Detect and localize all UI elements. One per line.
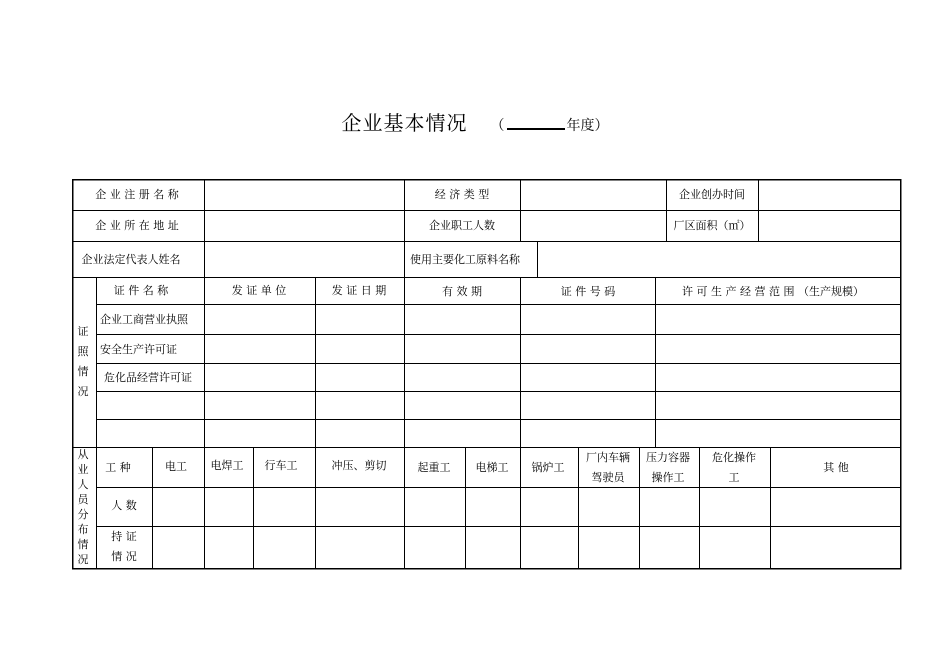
- staff-type-electrician: 电工: [165, 460, 187, 473]
- staff-type-hoisting: 起重工: [417, 461, 451, 474]
- license-header-issuer: 发 证 单 位: [231, 284, 287, 297]
- staff-type-vehicle-driver: 厂内车辆驾驶员: [586, 451, 630, 484]
- staff-type-label: 工 种: [105, 461, 131, 474]
- address-label: 企 业 所 在 地 址: [95, 219, 179, 232]
- plant-area-label: 厂区面积（㎡）: [673, 219, 751, 232]
- license-header-issue-date: 发 证 日 期: [331, 284, 387, 297]
- license-header-validity: 有 效 期: [442, 285, 482, 298]
- license-section-label: 证照情况: [77, 325, 89, 398]
- staff-type-crane-driver: 行车工: [264, 459, 298, 472]
- staff-type-elevator: 电梯工: [475, 461, 509, 474]
- year-suffix: 年度）: [566, 118, 609, 134]
- license-row-hazchem: 危化品经营许可证: [104, 371, 192, 384]
- staff-cert-label: 持 证 情 况: [111, 530, 137, 563]
- company-name-label: 企 业 注 册 名 称: [95, 188, 179, 201]
- employee-count-label: 企业职工人数: [429, 219, 495, 232]
- license-header-number: 证 件 号 码: [560, 285, 616, 298]
- staff-type-welder: 电焊工: [210, 459, 244, 472]
- economic-type-label: 经 济 类 型: [434, 188, 490, 201]
- staff-type-pressure-vessel: 压力容器操作工: [646, 451, 690, 484]
- staff-type-boiler: 锅炉工: [531, 461, 565, 474]
- staff-count-label: 人 数: [111, 499, 137, 512]
- license-header-scope: 许 可 生 产 经 营 范 围 （生产规模）: [682, 285, 864, 298]
- license-header-name: 证 件 名 称: [113, 284, 169, 297]
- founded-time-label: 企业创办时间: [679, 188, 745, 201]
- title-main: 企业基本情况: [341, 111, 468, 135]
- license-row-safety: 安全生产许可证: [100, 343, 177, 356]
- year-prefix: （: [490, 118, 505, 134]
- staff-type-hazchem-operator: 危化操作工: [712, 451, 756, 484]
- license-row-business: 企业工商营业执照: [100, 313, 188, 326]
- staff-type-other: 其 他: [823, 461, 849, 474]
- staff-type-stamping: 冲压、剪切: [331, 459, 387, 472]
- legal-rep-label: 企业法定代表人姓名: [81, 253, 181, 266]
- staff-section-label: 从业人员分布情况: [77, 448, 89, 566]
- materials-label: 使用主要化工原料名称: [410, 253, 520, 266]
